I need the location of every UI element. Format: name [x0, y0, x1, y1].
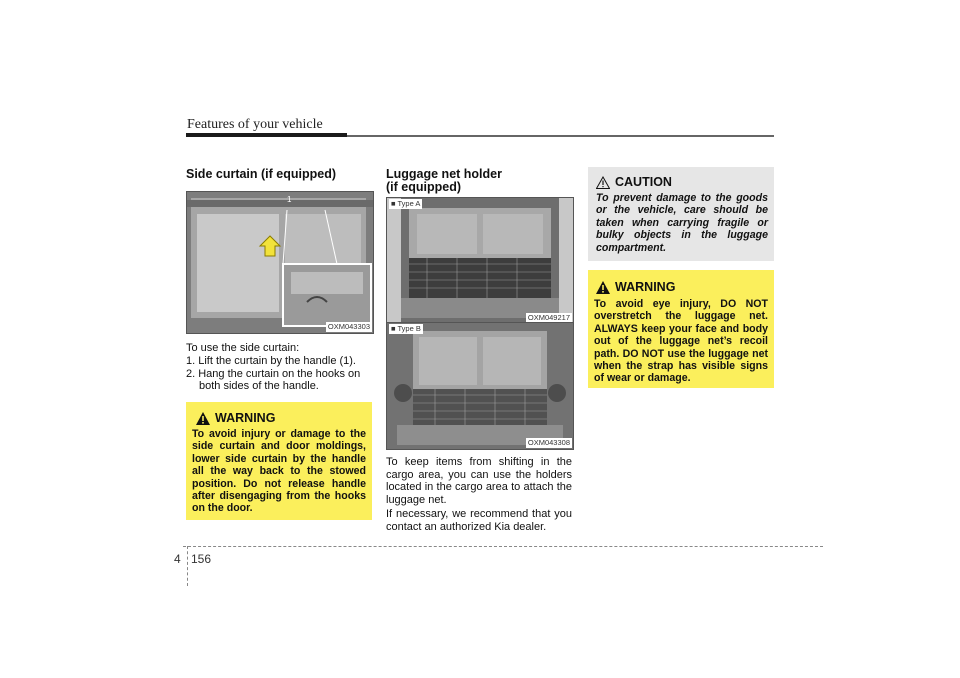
luggage-net-paragraph-1: To keep items from shifting in the cargo area, you can use the holders located in the cargo area to attach the luggage net.	[386, 456, 572, 506]
warning-text: To avoid eye injury, DO NOT overstretch the luggage net. ALWAYS keep your face and body out of the luggage net’s recoil path. DO NOT use the luggage net when the strap has visible signs of wear or damage.	[594, 298, 768, 385]
header-rule-accent	[186, 133, 347, 137]
cargo-area-type-a-illustration	[387, 198, 573, 324]
section-heading-side-curtain: Side curtain (if equipped)	[186, 167, 337, 181]
caution-triangle-icon	[596, 176, 610, 189]
cargo-area-type-b-illustration	[387, 323, 573, 449]
footer-rule	[183, 546, 823, 547]
luggage-net-photo-type-b	[386, 322, 574, 450]
warning-box-luggage-net	[588, 270, 774, 388]
footer-divider	[187, 546, 188, 586]
step-2: 2. Hang the curtain on the hooks on	[186, 368, 361, 380]
running-header: Features of your vehicle	[187, 117, 323, 132]
type-b-tag: ■ Type B	[391, 324, 421, 333]
warning-box-side-curtain	[186, 402, 372, 520]
warning-triangle-icon	[596, 281, 610, 294]
warning-triangle-icon	[196, 412, 210, 425]
heading-line-1: Luggage net holder	[386, 167, 502, 181]
luggage-net-photo-type-a	[386, 197, 574, 325]
chapter-number: 4	[174, 552, 181, 566]
type-a-tag: ■ Type A	[391, 199, 421, 208]
photo-code-b: OXM043308	[527, 438, 570, 447]
side-curtain-illustration	[187, 192, 373, 333]
heading-line-2: (if equipped)	[386, 180, 461, 194]
warning-text: To avoid injury or damage to the side curtain and door moldings, lower side curtain by the handle all the way back to the stowed position. Do not release handle after disengaging from the hooks on the door.	[192, 428, 366, 515]
step-2-continued: both sides of the handle.	[199, 380, 319, 392]
caution-text: To prevent damage to the goods or the vehicle, care should be taken when carrying fragile or bulky objects in the luggage compartment.	[596, 192, 768, 254]
luggage-net-paragraph-2: If necessary, we recommend that you contact an authorized Kia dealer.	[386, 508, 572, 533]
side-curtain-intro: To use the side curtain:	[186, 342, 300, 354]
page-number: 156	[191, 552, 212, 566]
step-1: 1. Lift the curtain by the handle (1).	[186, 355, 356, 367]
caution-title: CAUTION	[615, 175, 672, 189]
photo-code: OXM043303	[327, 322, 370, 331]
caution-box	[588, 167, 774, 261]
side-curtain-photo	[186, 191, 374, 334]
svg-text:1: 1	[287, 195, 292, 204]
section-heading-luggage-net	[386, 168, 502, 194]
warning-title: WARNING	[615, 280, 676, 294]
warning-title: WARNING	[215, 411, 276, 425]
photo-code-a: OXM049217	[527, 313, 570, 322]
